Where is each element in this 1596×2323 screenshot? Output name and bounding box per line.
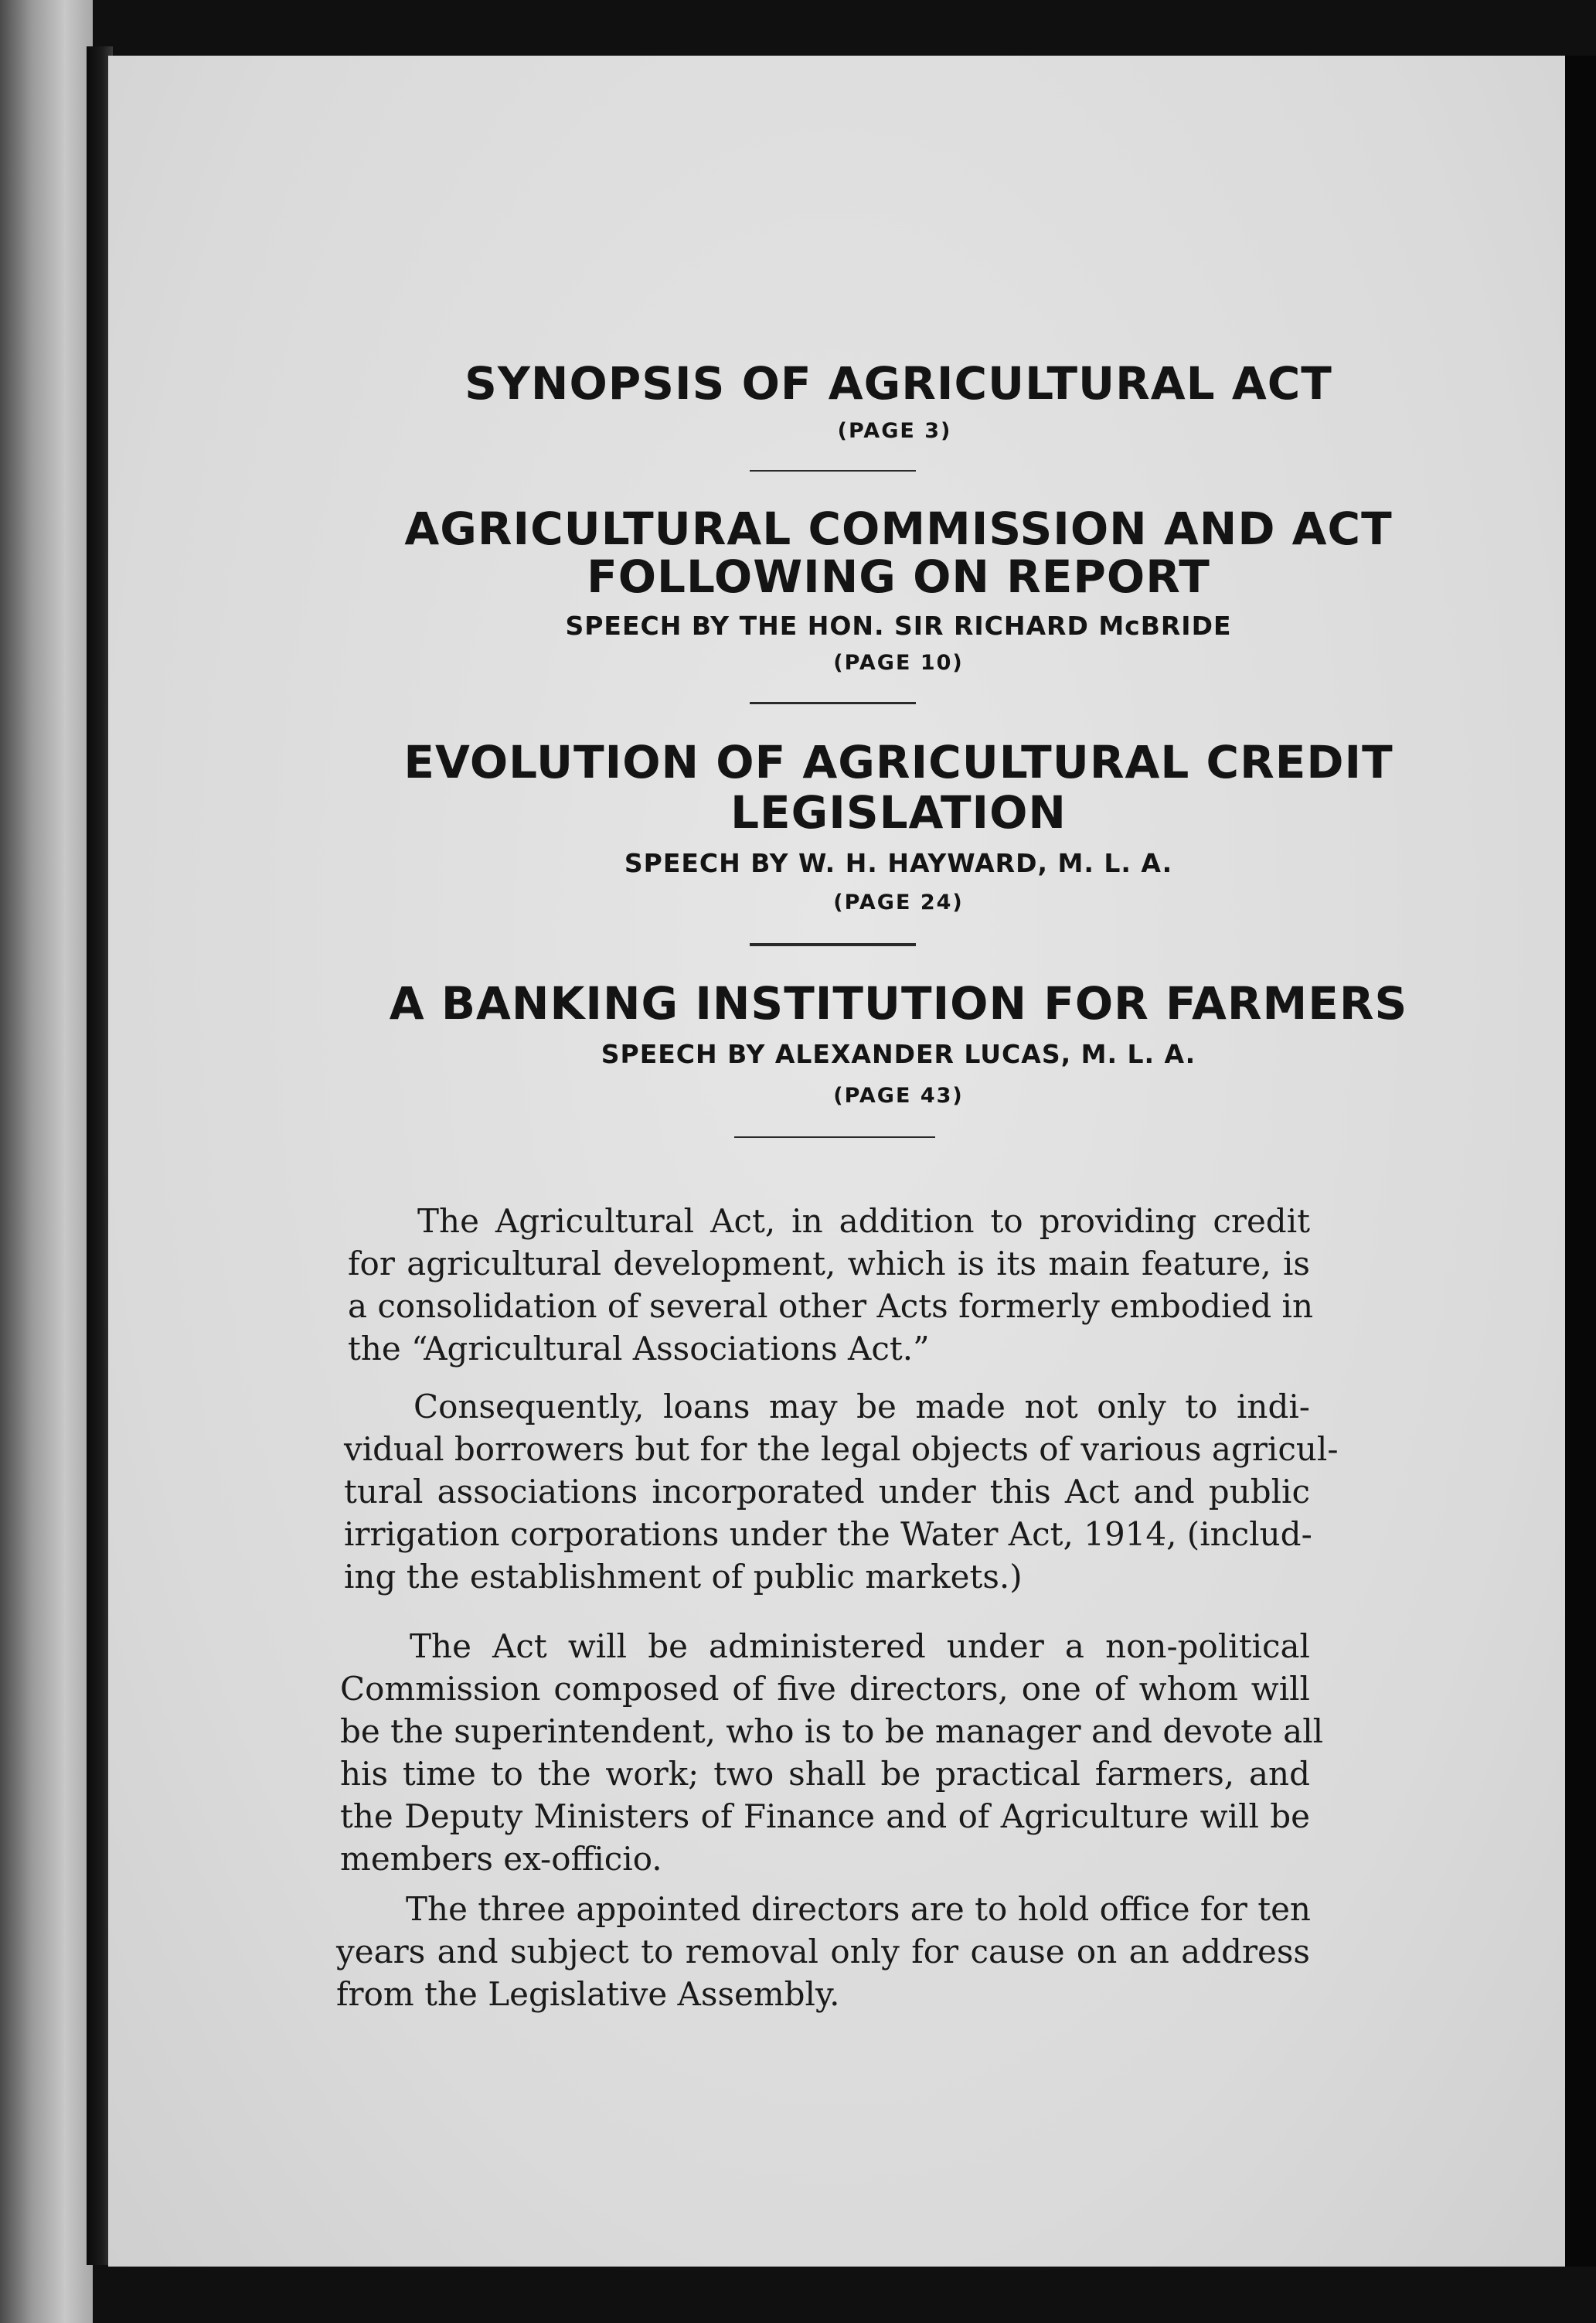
section-2-page-ref: (PAGE 10): [833, 651, 964, 675]
paragraph-line: the Deputy Ministers of Finance and of Agriculture will be: [340, 1797, 1310, 1835]
section-3-page-ref: (PAGE 24): [833, 891, 964, 915]
body-paragraph-3: [340, 1625, 1324, 1880]
paragraph-line: The Act will be administered under a non-political: [410, 1627, 1310, 1665]
section-divider: [750, 943, 916, 946]
paragraph-line: vidual borrowers but for the legal objects of various agricul-: [344, 1430, 1339, 1468]
paragraph-line: Commission composed of five directors, one of whom will: [340, 1670, 1310, 1708]
scan-border-right: [1565, 56, 1596, 2267]
paragraph-line: irrigation corporations under the Water Act, 1914, (includ-: [344, 1515, 1312, 1553]
page-sheet: [108, 56, 1565, 2267]
section-1-page-ref: (PAGE 3): [837, 419, 952, 443]
section-divider: [750, 702, 916, 704]
paragraph-line: members ex-officio.: [340, 1840, 662, 1878]
section-2-title-line-2: FOLLOWING ON REPORT: [587, 550, 1210, 603]
paragraph-line: The Agricultural Act, in addition to providing credit: [417, 1202, 1310, 1240]
section-1-title: SYNOPSIS OF AGRICULTURAL ACT: [465, 357, 1332, 410]
paragraph-line: tural associations incorporated under this Act and public: [344, 1473, 1310, 1511]
section-divider: [750, 470, 916, 472]
section-3-title-line-1: EVOLUTION OF AGRICULTURAL CREDIT: [403, 736, 1394, 789]
body-paragraph-2: [344, 1385, 1339, 1598]
paragraph-line: The three appointed directors are to hold office for ten: [406, 1890, 1311, 1928]
facing-page-edge: [0, 0, 93, 2323]
paragraph-line: from the Legislative Assembly.: [336, 1975, 840, 2013]
section-divider: [734, 1136, 935, 1138]
paragraph-line: be the superintendent, who is to be manager and devote all: [340, 1712, 1324, 1750]
body-paragraph-1: [348, 1200, 1314, 1370]
section-4-title: A BANKING INSTITUTION FOR FARMERS: [389, 977, 1408, 1030]
section-4-page-ref: (PAGE 43): [833, 1084, 964, 1108]
paragraph-line: years and subject to removal only for cause on an address: [336, 1933, 1310, 1970]
paragraph-line: ing the establishment of public markets.): [344, 1558, 1023, 1596]
paragraph-line: for agricultural development, which is its main feature, is: [348, 1245, 1310, 1282]
paragraph-line: a consolidation of several other Acts formerly embodied in: [348, 1287, 1314, 1325]
section-3-title-line-2: LEGISLATION: [730, 786, 1067, 839]
section-3-speech-credit: SPEECH BY W. H. HAYWARD, M. L. A.: [624, 848, 1173, 878]
section-2-title-line-1: AGRICULTURAL COMMISSION AND ACT: [404, 502, 1393, 555]
section-4-speech-credit: SPEECH BY ALEXANDER LUCAS, M. L. A.: [601, 1039, 1196, 1069]
paragraph-line: the “Agricultural Associations Act.”: [348, 1330, 930, 1368]
paragraph-line: his time to the work; two shall be practical farmers, and: [340, 1755, 1310, 1793]
section-2-speech-credit: SPEECH BY THE HON. SIR RICHARD McBRIDE: [565, 611, 1232, 641]
paragraph-line: Consequently, loans may be made not only to indi-: [413, 1388, 1310, 1425]
body-paragraph-4: [336, 1888, 1310, 2015]
